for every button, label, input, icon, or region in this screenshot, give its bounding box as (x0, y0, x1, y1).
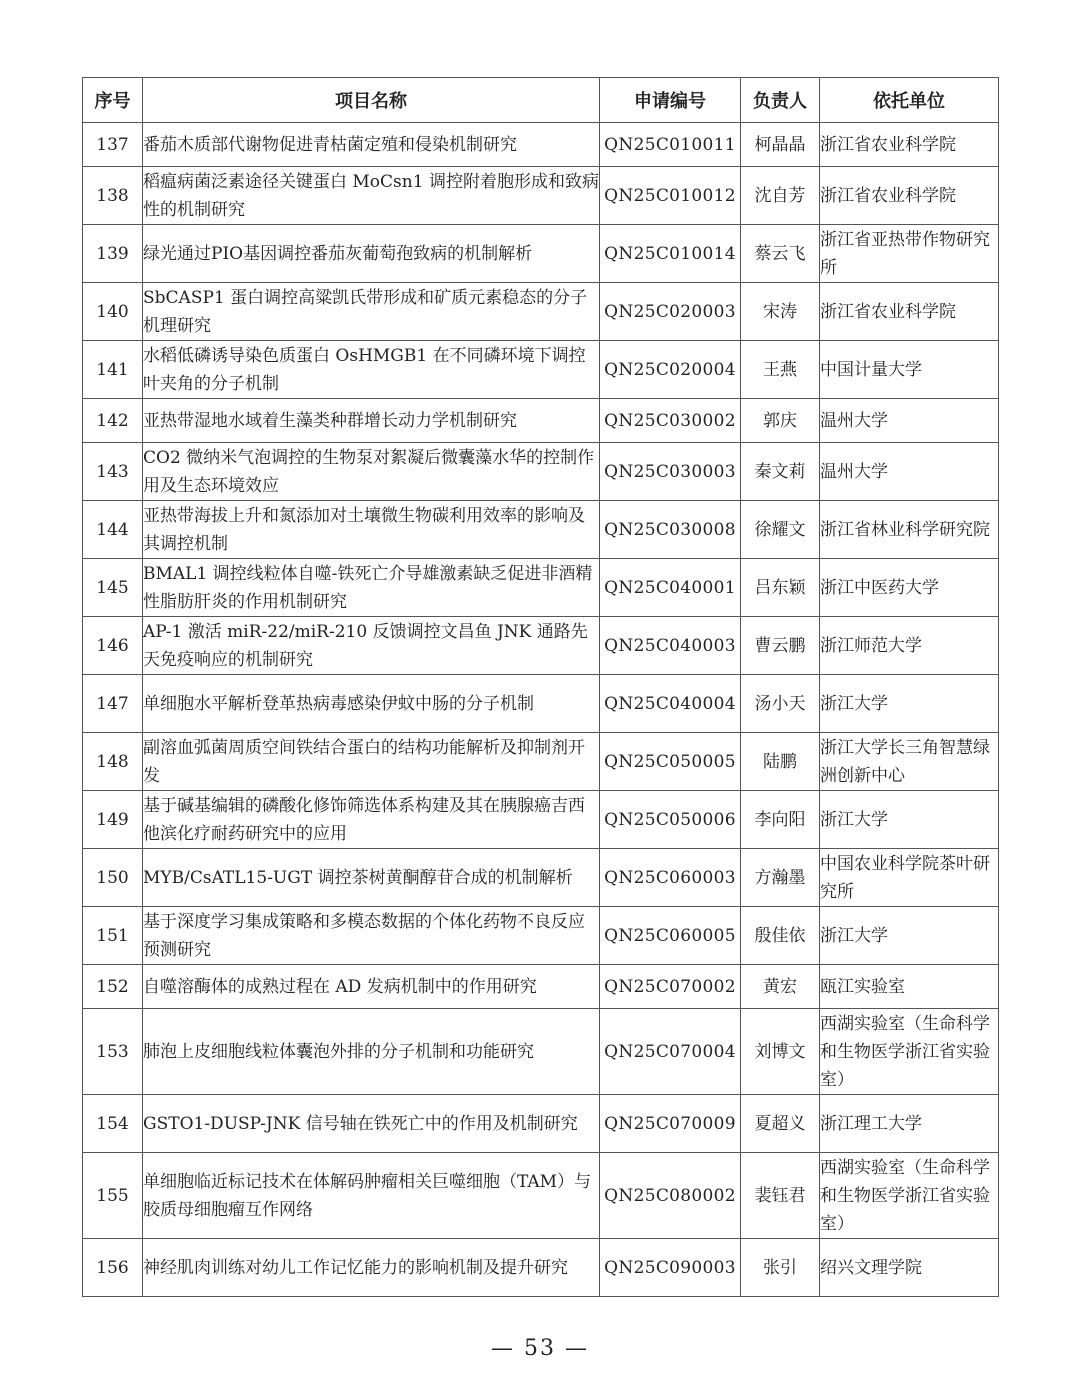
cell-host-institution: 浙江省农业科学院 (820, 123, 999, 167)
cell-principal-investigator: 徐耀文 (741, 501, 820, 559)
cell-principal-investigator: 宋涛 (741, 283, 820, 341)
cell-serial-number: 152 (83, 965, 143, 1009)
cell-project-name: 亚热带海拔上升和氮添加对土壤微生物碳利用效率的影响及其调控机制 (143, 501, 600, 559)
cell-principal-investigator: 秦文莉 (741, 443, 820, 501)
cell-host-institution: 浙江理工大学 (820, 1095, 999, 1153)
cell-serial-number: 147 (83, 675, 143, 733)
cell-serial-number: 151 (83, 907, 143, 965)
cell-project-name: 水稻低磷诱导染色质蛋白 OsHMGB1 在不同磷环境下调控叶夹角的分子机制 (143, 341, 600, 399)
cell-principal-investigator: 刘博文 (741, 1009, 820, 1095)
cell-application-number: QN25C050006 (600, 791, 741, 849)
cell-host-institution: 瓯江实验室 (820, 965, 999, 1009)
cell-principal-investigator: 蔡云飞 (741, 225, 820, 283)
cell-principal-investigator: 方瀚墨 (741, 849, 820, 907)
cell-principal-investigator: 殷佳依 (741, 907, 820, 965)
table-body (83, 123, 999, 1297)
page-number: — 53 — (491, 1336, 589, 1361)
table-row (83, 1009, 999, 1095)
table-row (83, 559, 999, 617)
cell-application-number: QN25C010014 (600, 225, 741, 283)
cell-application-number: QN25C060003 (600, 849, 741, 907)
cell-application-number: QN25C070009 (600, 1095, 741, 1153)
cell-serial-number: 155 (83, 1153, 143, 1239)
cell-project-name: 基于深度学习集成策略和多模态数据的个体化药物不良反应预测研究 (143, 907, 600, 965)
cell-application-number: QN25C090003 (600, 1239, 741, 1297)
cell-application-number: QN25C040003 (600, 617, 741, 675)
cell-principal-investigator: 吕东颖 (741, 559, 820, 617)
cell-application-number: QN25C040004 (600, 675, 741, 733)
project-table (82, 77, 999, 1297)
cell-serial-number: 137 (83, 123, 143, 167)
cell-host-institution: 中国计量大学 (820, 341, 999, 399)
cell-project-name: 肺泡上皮细胞线粒体囊泡外排的分子机制和功能研究 (143, 1009, 600, 1095)
cell-host-institution: 浙江大学 (820, 675, 999, 733)
header-serial-number: 序号 (83, 78, 143, 123)
cell-project-name: 自噬溶酶体的成熟过程在 AD 发病机制中的作用研究 (143, 965, 600, 1009)
table-row (83, 399, 999, 443)
cell-host-institution: 温州大学 (820, 399, 999, 443)
cell-application-number: QN25C020004 (600, 341, 741, 399)
cell-project-name: MYB/CsATL15-UGT 调控茶树黄酮醇苷合成的机制解析 (143, 849, 600, 907)
cell-serial-number: 143 (83, 443, 143, 501)
table-row (83, 443, 999, 501)
cell-serial-number: 144 (83, 501, 143, 559)
cell-principal-investigator: 郭庆 (741, 399, 820, 443)
cell-host-institution: 浙江省林业科学研究院 (820, 501, 999, 559)
cell-project-name: BMAL1 调控线粒体自噬-铁死亡介导雄激素缺乏促进非酒精性脂肪肝炎的作用机制研究 (143, 559, 600, 617)
cell-application-number: QN25C050005 (600, 733, 741, 791)
header-principal-investigator: 负责人 (741, 78, 820, 123)
table-row (83, 1095, 999, 1153)
table-row (83, 1153, 999, 1239)
table-row (83, 617, 999, 675)
table-row (83, 1239, 999, 1297)
cell-serial-number: 139 (83, 225, 143, 283)
cell-application-number: QN25C010011 (600, 123, 741, 167)
table-row (83, 123, 999, 167)
cell-principal-investigator: 汤小天 (741, 675, 820, 733)
header-application-number: 申请编号 (600, 78, 741, 123)
cell-principal-investigator: 王燕 (741, 341, 820, 399)
cell-project-name: SbCASP1 蛋白调控高粱凯氏带形成和矿质元素稳态的分子机理研究 (143, 283, 600, 341)
cell-serial-number: 149 (83, 791, 143, 849)
cell-principal-investigator: 沈自芳 (741, 167, 820, 225)
cell-project-name: 单细胞临近标记技术在体解码肿瘤相关巨噬细胞（TAM）与胶质母细胞瘤互作网络 (143, 1153, 600, 1239)
cell-principal-investigator: 陆鹏 (741, 733, 820, 791)
cell-principal-investigator: 曹云鹏 (741, 617, 820, 675)
cell-principal-investigator: 黄宏 (741, 965, 820, 1009)
cell-application-number: QN25C020003 (600, 283, 741, 341)
cell-project-name: 亚热带湿地水域着生藻类种群增长动力学机制研究 (143, 399, 600, 443)
cell-application-number: QN25C060005 (600, 907, 741, 965)
table-row (83, 791, 999, 849)
cell-principal-investigator: 张引 (741, 1239, 820, 1297)
cell-host-institution: 西湖实验室（生命科学和生物医学浙江省实验室） (820, 1009, 999, 1095)
cell-host-institution: 浙江大学长三角智慧绿洲创新中心 (820, 733, 999, 791)
cell-host-institution: 温州大学 (820, 443, 999, 501)
cell-host-institution: 浙江省亚热带作物研究所 (820, 225, 999, 283)
cell-host-institution: 西湖实验室（生命科学和生物医学浙江省实验室） (820, 1153, 999, 1239)
cell-serial-number: 153 (83, 1009, 143, 1095)
cell-application-number: QN25C070002 (600, 965, 741, 1009)
table-row (83, 225, 999, 283)
table-row (83, 907, 999, 965)
cell-host-institution: 浙江大学 (820, 907, 999, 965)
cell-serial-number: 146 (83, 617, 143, 675)
cell-serial-number: 140 (83, 283, 143, 341)
cell-project-name: 稻瘟病菌泛素途径关键蛋白 MoCsn1 调控附着胞形成和致病性的机制研究 (143, 167, 600, 225)
header-row (83, 78, 999, 123)
cell-serial-number: 142 (83, 399, 143, 443)
cell-serial-number: 145 (83, 559, 143, 617)
cell-application-number: QN25C010012 (600, 167, 741, 225)
cell-application-number: QN25C040001 (600, 559, 741, 617)
cell-host-institution: 浙江省农业科学院 (820, 167, 999, 225)
cell-project-name: GSTO1-DUSP-JNK 信号轴在铁死亡中的作用及机制研究 (143, 1095, 600, 1153)
cell-host-institution: 浙江师范大学 (820, 617, 999, 675)
cell-project-name: 基于碱基编辑的磷酸化修饰筛选体系构建及其在胰腺癌吉西他滨化疗耐药研究中的应用 (143, 791, 600, 849)
cell-application-number: QN25C070004 (600, 1009, 741, 1095)
cell-serial-number: 148 (83, 733, 143, 791)
cell-application-number: QN25C080002 (600, 1153, 741, 1239)
cell-serial-number: 154 (83, 1095, 143, 1153)
cell-application-number: QN25C030003 (600, 443, 741, 501)
cell-host-institution: 浙江中医药大学 (820, 559, 999, 617)
cell-principal-investigator: 李向阳 (741, 791, 820, 849)
cell-host-institution: 绍兴文理学院 (820, 1239, 999, 1297)
table-row (83, 167, 999, 225)
table-row (83, 341, 999, 399)
cell-project-name: 副溶血弧菌周质空间铁结合蛋白的结构功能解析及抑制剂开发 (143, 733, 600, 791)
cell-project-name: 番茄木质部代谢物促进青枯菌定殖和侵染机制研究 (143, 123, 600, 167)
cell-project-name: AP-1 激活 miR-22/miR-210 反馈调控文昌鱼 JNK 通路先天免疫响应的机制研究 (143, 617, 600, 675)
cell-project-name: 单细胞水平解析登革热病毒感染伊蚊中肠的分子机制 (143, 675, 600, 733)
cell-application-number: QN25C030002 (600, 399, 741, 443)
table-row (83, 283, 999, 341)
header-host-institution: 依托单位 (820, 78, 999, 123)
table-row (83, 733, 999, 791)
cell-serial-number: 156 (83, 1239, 143, 1297)
cell-serial-number: 138 (83, 167, 143, 225)
table-row (83, 675, 999, 733)
cell-principal-investigator: 夏超义 (741, 1095, 820, 1153)
cell-serial-number: 150 (83, 849, 143, 907)
cell-host-institution: 浙江省农业科学院 (820, 283, 999, 341)
table-row (83, 501, 999, 559)
cell-project-name: 神经肌肉训练对幼儿工作记忆能力的影响机制及提升研究 (143, 1239, 600, 1297)
cell-principal-investigator: 柯晶晶 (741, 123, 820, 167)
cell-project-name: CO2 微纳米气泡调控的生物泵对絮凝后微囊藻水华的控制作用及生态环境效应 (143, 443, 600, 501)
table-row (83, 849, 999, 907)
cell-serial-number: 141 (83, 341, 143, 399)
cell-project-name: 绿光通过PIO基因调控番茄灰葡萄孢致病的机制解析 (143, 225, 600, 283)
cell-application-number: QN25C030008 (600, 501, 741, 559)
cell-principal-investigator: 裴钰君 (741, 1153, 820, 1239)
table-row (83, 965, 999, 1009)
cell-host-institution: 中国农业科学院茶叶研究所 (820, 849, 999, 907)
header-project-name: 项目名称 (143, 78, 600, 123)
cell-host-institution: 浙江大学 (820, 791, 999, 849)
